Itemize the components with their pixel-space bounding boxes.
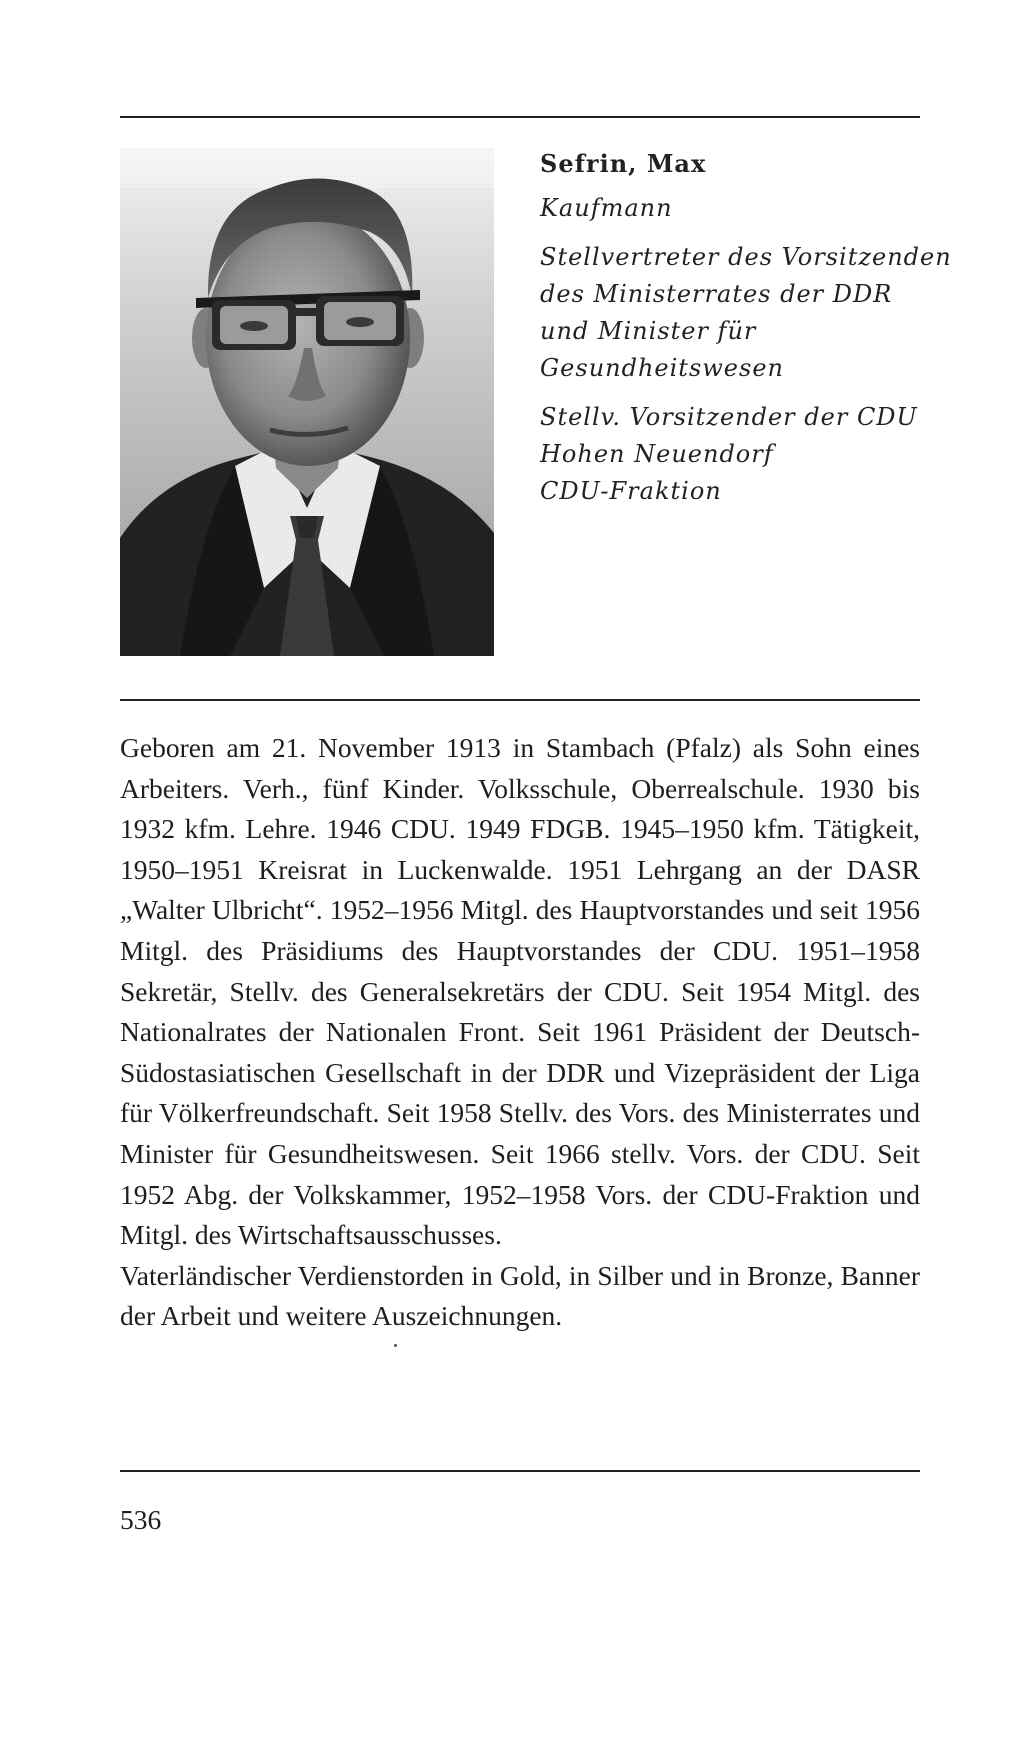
top-divider (120, 116, 920, 118)
entry-header (540, 148, 952, 510)
bottom-divider (120, 1470, 920, 1472)
biography (120, 728, 920, 1337)
page-number: 536 (120, 1504, 162, 1535)
residence: Hohen Neuendorf (540, 440, 774, 468)
position-line: Gesundheitswesen (540, 354, 784, 382)
person-name: Sefrin, Max (540, 149, 707, 178)
faction: CDU-Fraktion (540, 477, 722, 505)
position-line: Stellvertreter des Vorsitzenden (540, 243, 952, 271)
portrait-photo (120, 148, 494, 656)
position-line: und Minister für (540, 317, 757, 345)
profession: Kaufmann (540, 194, 673, 222)
party-role: Stellv. Vorsitzender der CDU (540, 403, 918, 431)
biography-paragraph: Geboren am 21. November 1913 in Stambach (Pfalz) als Sohn eines Arbeiters. Verh., fünf Kinder. Volksschule, Oberrealschule. 1930 bis 1932 kfm. Lehre. 1946 CDU. 1949 FDGB. 1945–1950 kfm. Tätigkeit, 1950–1951 Kreisrat in Luckenwalde. 1951 Lehrgang an der DASR „Walter Ulbricht“. 1952–1956 Mitgl. des Hauptvorstandes und seit 1956 Mitgl. des Präsidiums des Hauptvorstandes der CDU. 1951–1958 Sekretär, Stellv. des Generalsekretärs der CDU. Seit 1954 Mitgl. des Nationalrates der Nationalen Front. Seit 1961 Präsident der Deutsch-Südostasiatischen Gesellschaft in der DDR und Vizepräsident der Liga für Völkerfreundschaft. Seit 1958 Stellv. des Vors. des Ministerrates und Minister für Gesundheitswesen. Seit 1966 stellv. Vors. der CDU. Seit 1952 Abg. der Volkskammer, 1952–1958 Vors. der CDU-Fraktion und Mitgl. des Wirtschaftsausschusses. (120, 732, 920, 1251)
awards-paragraph: Vaterländischer Verdienstorden in Gold, in Silber und in Bronze, Banner der Arbeit und weitere Auszeichnungen. (120, 1259, 920, 1332)
position-line: des Ministerrates der DDR (540, 280, 893, 308)
middle-divider (120, 699, 920, 701)
print-speck (394, 1344, 397, 1347)
